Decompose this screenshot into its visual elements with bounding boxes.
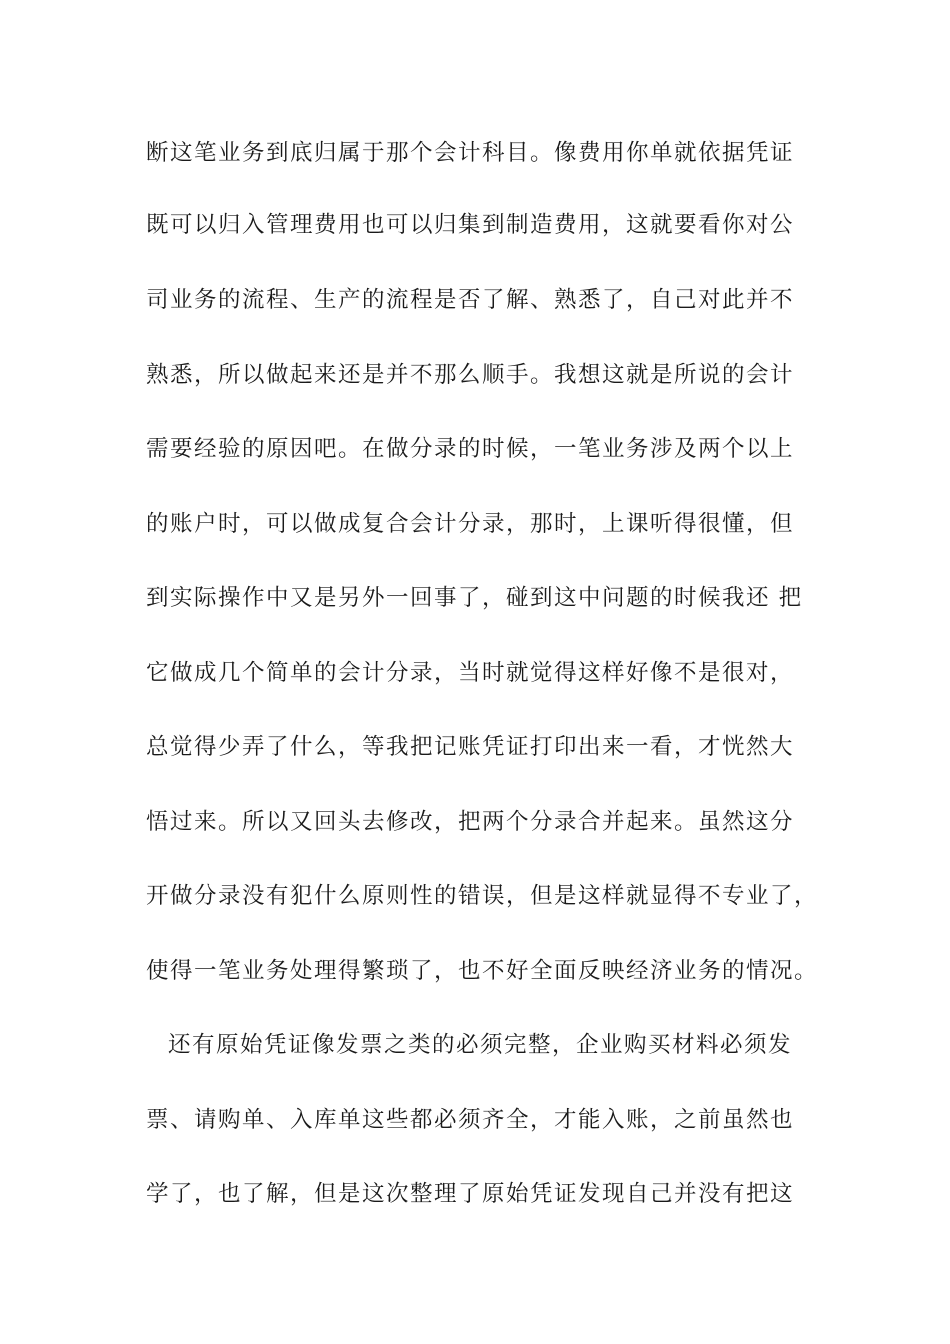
text-line: 开做分录没有犯什么原则性的错误，但是这样就显得不专业了， bbox=[146, 883, 819, 909]
text-line: 熟悉，所以做起来还是并不那么顺手。我想这就是所说的会计 bbox=[146, 362, 795, 388]
text-line: 学了，也了解，但是这次整理了原始凭证发现自己并没有把这 bbox=[146, 1181, 795, 1207]
paragraph-start-line: 还有原始凭证像发票之类的必须完整，企业购买材料必须发 bbox=[168, 1032, 793, 1058]
text-line: 既可以归入管理费用也可以归集到制造费用，这就要看你对公 bbox=[146, 212, 795, 238]
text-line: 的账户时，可以做成复合会计分录，那时，上课听得很懂，但 bbox=[146, 511, 795, 537]
text-line: 它做成几个简单的会计分录，当时就觉得这样好像不是很对， bbox=[146, 660, 795, 686]
text-line: 需要经验的原因吧。在做分录的时候，一笔业务涉及两个以上 bbox=[146, 436, 795, 462]
text-line: 司业务的流程、生产的流程是否了解、熟悉了，自己对此并不 bbox=[146, 287, 795, 313]
text-line: 总觉得少弄了什么，等我把记账凭证打印出来一看，才恍然大 bbox=[146, 734, 795, 760]
text-line: 断这笔业务到底归属于那个会计科目。像费用你单就依据凭证 bbox=[146, 140, 795, 166]
text-line: 票、请购单、入库单这些都必须齐全，才能入账，之前虽然也 bbox=[146, 1107, 795, 1133]
text-line: 使得一笔业务处理得繁琐了，也不好全面反映经济业务的情况。 bbox=[146, 958, 819, 984]
text-line: 到实际操作中又是另外一回事了，碰到这中问题的时候我还 把 bbox=[146, 585, 803, 611]
text-line: 悟过来。所以又回头去修改，把两个分录合并起来。虽然这分 bbox=[146, 809, 795, 835]
